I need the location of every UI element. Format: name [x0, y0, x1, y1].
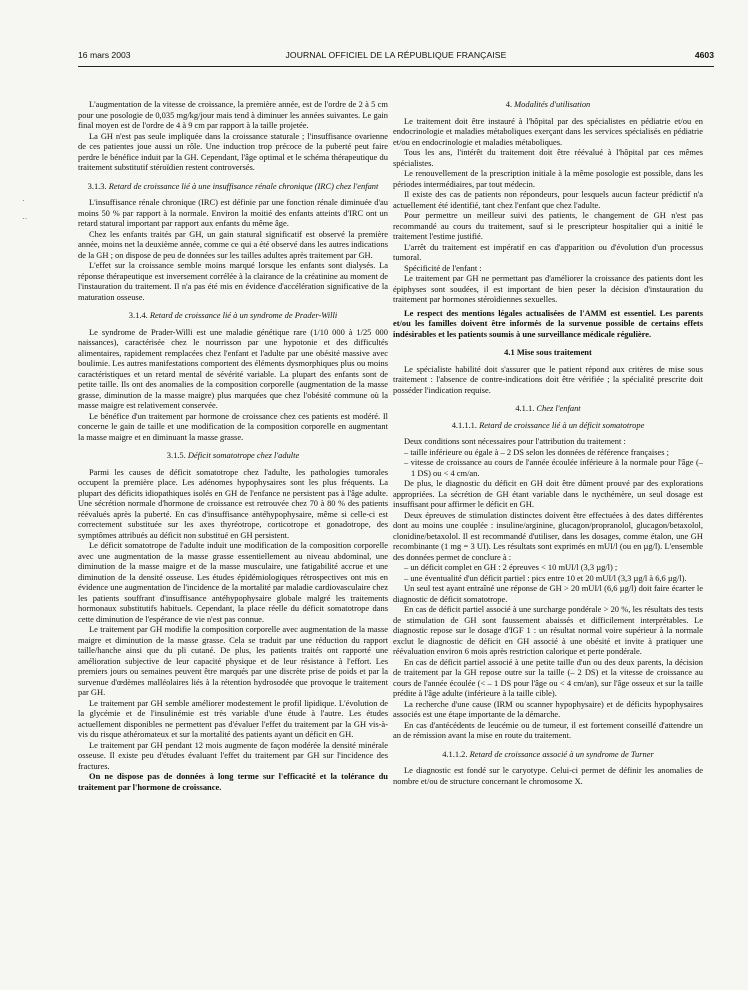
paragraph: Le traitement par GH pendant 12 mois augmente de façon modérée la densité minérale osseuse. Il existe peu d'études évaluant l'effet du traitement par GH sur l'incidence des fractures. [78, 739, 388, 771]
paragraph: La GH n'est pas seule impliquée dans la croissance staturale ; l'insuffisance ovarienne de ces patientes joue aussi un rôle. Une induction trop précoce de la puberté peut faire perdre le bénéfice induit par la GH. Cependant, l'âge optimal et le schéma thérapeutique du traitement substitutif stéroïdien restent controversés. [78, 130, 388, 172]
section-heading-4-1-1: 4.1.1. Chez l'enfant [515, 403, 581, 413]
paragraph: Pour permettre un meilleur suivi des patients, le changement de GH n'est pas recommandé au cours du traitement, sauf si le prescripteur hospitalier qui a initié le traitement l'estime justifié. [393, 210, 703, 241]
section-heading-3-1-5: 3.1.5. Déficit somatotrope chez l'adulte [166, 450, 300, 460]
paragraph: L'augmentation de la vitesse de croissance, la première année, est de l'ordre de 2 à 5 cm pour une posologie de 0,035 mg/kg/jour mais tend à diminuer les années suivantes. Le gain final moyen est de l'ordre de 4 à 9 cm par rapport à la taille projetée. [78, 99, 388, 130]
paragraph: En cas de déficit partiel associé à une surcharge pondérale > 20 %, les résultats des tests de stimulation de GH sont faussement abaissés et difficilement interprétables. Le diagnostic repose sur le dosage d'IGF 1 : un résultat normal voire supérieur à la normale exclut le diagnostic de déficit en GH associé à une obésité et invite à pratiquer une réévaluation environ 6 mois après restriction calorique et perte pondérale. [393, 604, 703, 656]
paragraph: Le traitement par GH ne permettant pas d'améliorer la croissance des patients dont les épiphyses sont soudées, il est important de bien peser la décision d'instauration du traitement par hormones stéroïdiennes sexuelles. [393, 273, 703, 304]
paragraph: Le déficit somatotrope de l'adulte induit une modification de la composition corporelle avec une augmentation de la masse grasse essentiellement au niveau abdominal, une diminution de la masse maigre et de la masse musculaire, une fatigabilité accrue et une diminution de la densité osseuse. Les études épidémiologiques rétrospectives ont mis en évidence une augmentation de l'incidence de la mortalité par maladie cardiovasculaire chez les patients souffrant d'insuffisance antéhypophysaire globale malgré les traitements hormonaux substitutifs habituels. Cependant, la place réelle du déficit somatotrope dans cette diminution de l'espérance de vie n'est pas connue. [78, 540, 388, 624]
list-item: – un déficit complet en GH : 2 épreuves < 10 mUI/l (3,3 µg/l) ; [404, 562, 618, 572]
paragraph: Le renouvellement de la prescription initiale à la même posologie est possible, dans les périodes intermédiaires, par tout médecin. [393, 168, 703, 189]
paragraph: Le syndrome de Prader-Willi est une maladie génétique rare (1/10 000 à 1/25 000 naissances), caractérisée chez le nourrisson par une hypotonie et des difficultés alimentaires, rapidement remplacées chez l'enfant et l'adulte par une obésité massive avec boulimie. Les autres manifestations comportent des éléments dysmorphiques plus ou moins caractéristiques et un retard mental de sévérité variable. La plupart des enfants sont de petite taille. Ils ont des anomalies de la composition corporelle (augmentation de la masse grasse, diminution de la masse maigre) plus marquées que chez l'obésité commune où la masse maigre est relativement conservée. [78, 326, 388, 410]
paragraph: De plus, le diagnostic du déficit en GH doit être dûment prouvé par des explorations appropriées. La sécrétion de GH étant variable dans le nycthémère, un seul dosage est insuffisant pour affirmer le déficit en GH. [393, 478, 703, 509]
paragraph: En cas de déficit partiel associé à une petite taille d'un ou des deux parents, la décision de traitement par la GH repose outre sur la taille (– 2 DS) et la vitesse de croissance au cours de l'année écoulée (< – 1 DS pour l'âge ou < 4 cm/an), sur l'âge osseux et sur la taille prédite à l'âge adulte (inférieure à la taille cible). [393, 656, 703, 698]
margin-mark: ·· [22, 214, 28, 223]
paragraph: En cas d'antécédents de leucémie ou de tumeur, il est fortement conseillé d'attendre un an de rémission avant la mise en route du traitement. [393, 719, 703, 740]
paragraph: Chez les enfants traités par GH, un gain statural significatif est observé la première année, moins net la deuxième année, comme ce qui a été observé dans les autres indications de la GH ; on dispose de peu de données sur les tailles adultes après traitement par GH. [78, 228, 388, 260]
margin-mark: · [22, 196, 25, 205]
section-heading-4: 4. Modalités d'utilisation [505, 99, 591, 109]
paragraph: Spécificité de l'enfant : [404, 262, 482, 273]
right-column [393, 99, 703, 786]
section-heading-4-1: 4.1 Mise sous traitement [504, 347, 592, 357]
paragraph: La recherche d'une cause (IRM ou scanner hypophysaire) et de déficits hypophysaires associés est une étape importante de la démarche. [393, 698, 703, 719]
paragraph: Le bénéfice d'un traitement par hormone de croissance chez ces patients est modéré. Il concerne le gain de taille et une modification de la composition corporelle en augmentant la masse maigre et en diminuant la masse grasse. [78, 410, 388, 442]
header-date: 16 mars 2003 [78, 50, 131, 60]
results-list [393, 562, 703, 583]
list-item: – une éventualité d'un déficit partiel : pics entre 10 et 20 mUI/l (3,3 µg/l à 6,6 µg/l). [404, 572, 687, 583]
section-heading-4-1-1-2: 4.1.1.2. Retard de croissance associé à un syndrome de Turner [442, 748, 654, 759]
list-item: – vitesse de croissance au cours de l'année écoulée inférieure à la normale pour l'âge (– 1 DS) ou < 4 cm/an. [404, 457, 703, 478]
list-item: – taille inférieure ou égale à – 2 DS selon les données de référence françaises ; [404, 446, 669, 457]
paragraph: L'arrêt du traitement est impératif en cas d'apparition ou d'évolution d'un processus tumoral. [393, 241, 703, 262]
header-rule [78, 66, 714, 67]
paragraph: L'insuffisance rénale chronique (IRC) est définie par une fonction rénale diminuée d'au moins 50 % par rapport à la normale. Environ la moitié des enfants atteints d'IRC ont un retard statural important par rapport aux enfants du même âge. [78, 197, 388, 228]
paragraph: Tous les ans, l'intérêt du traitement doit être réévalué à l'hôpital par ces mêmes spécialistes. [393, 147, 703, 168]
paragraph: L'effet sur la croissance semble moins marqué lorsque les enfants sont dialysés. La réponse thérapeutique est inversement corrélée à la clairance de la créatinine au moment de l'instauration du traitement. Il n'a pas été mis en évidence d'accélération significative de la maturation osseuse. [78, 260, 388, 302]
paragraph: Le traitement par GH modifie la composition corporelle avec augmentation de la masse maigre et diminution de la masse grasse. Cela se traduit par une réduction du rapport taille/hanche ainsi que du pli cutané. De plus, les patients traités ont rapporté une amélioration subjective de leur capacité physique et de leur résistance à l'effort. Les premiers jours ou semaines peuvent être marqués par une discrète prise de poids et par la survenue d'œdèmes malléolaires liés à la rétention hydrosodée que provoque le traitement par GH. [78, 624, 388, 697]
criteria-list [393, 447, 703, 479]
section-heading-4-1-1-1: 4.1.1.1. Retard de croissance lié à un déficit somatotrope [451, 419, 645, 430]
paragraph: Le traitement doit être instauré à l'hôpital par des spécialistes en pédiatrie et/ou en endocrinologie et maladies métaboliques exerçant dans les services spécialisés en pédiatrie et/ou en endocrinologie et maladies métaboliques. [393, 115, 703, 147]
paragraph: Le spécialiste habilité doit s'assurer que le patient répond aux critères de mise sous traitement : l'absence de contre-indications doit être vérifiée ; la spécialité prescrite doit posséder l'indication requise. [393, 363, 703, 395]
bold-paragraph: Le respect des mentions légales actualisées de l'AMM est essentiel. Les parents et/ou les familles doivent être informés de la survenue possible de certains effets indésirables et les patients soumis à une surveillance médicale régulière. [393, 307, 703, 339]
section-heading-3-1-4: 3.1.4. Retard de croissance lié à un syndrome de Prader-Willi [128, 310, 338, 320]
journal-title: JOURNAL OFFICIEL DE LA RÉPUBLIQUE FRANÇAISE [285, 50, 507, 60]
bold-paragraph: On ne dispose pas de données à long terme sur l'efficacité et la tolérance du traitement par l'hormone de croissance. [78, 771, 388, 792]
paragraph: Un seul test ayant entraîné une réponse de GH > 20 mUI/l (6,6 µg/l) doit faire écarter le diagnostic de déficit somatotrope. [393, 583, 703, 604]
section-heading-3-1-3: 3.1.3. Retard de croissance lié à une insuffisance rénale chronique (IRC) chez l'enfant [87, 180, 379, 191]
page-number: 4603 [694, 50, 714, 60]
paragraph: Le diagnostic est fondé sur le caryotype. Celui-ci permet de définir les anomalies de nombre et/ou de structure concernant le chromosome X. [393, 765, 703, 786]
paragraph: Deux épreuves de stimulation distinctes doivent être effectuées à des dates différentes dont au moins une couplée : insuline/arginine, glucagon/propranolol, glucagon/betaxolol, clonidine/betaxolol. Il est recommandé d'utiliser, dans les dosages, comme étalon, une GH recombinante (1 mg = 3 UI). Les résultats sont exprimés en mUI/l (ou en µg/l). L'ensemble des données permet de conclure à : [393, 509, 703, 562]
paragraph: Deux conditions sont nécessaires pour l'attribution du traitement : [404, 436, 626, 446]
paragraph: Parmi les causes de déficit somatotrope chez l'adulte, les pathologies tumorales occupent la première place. Les adénomes hypophysaires sont les plus fréquents. La plupart des déficits idiopathiques isolés en GH de l'enfance ne persistent pas à l'âge adulte. Une sécrétion normale d'hormone de croissance est retrouvée chez 70 à 80 % des patients réévalués après la puberté. En cas d'insuffisance antéhypophysaire, même si celle-ci est correctement substituée sur les axes thyréotrope, corticotrope et gonadotrope, des symptômes attribués au déficit non substitué en GH persistent. [78, 466, 388, 540]
paragraph: Le traitement par GH semble améliorer modestement le profil lipidique. L'évolution de la glycémie et de l'insulinémie est très variable d'une étude à l'autre. Les études actuellement disponibles ne permettent pas d'évaluer l'effet du traitement par la GH vis-à-vis du risque athéromateux et sur la mortalité des patients ayant un déficit en GH. [78, 697, 388, 739]
page-header [78, 50, 714, 64]
left-column [78, 99, 388, 792]
paragraph: Il existe des cas de patients non répondeurs, pour lesquels aucun facteur prédictif n'a actuellement été identifié, tant chez l'enfant que chez l'adulte. [393, 189, 703, 210]
